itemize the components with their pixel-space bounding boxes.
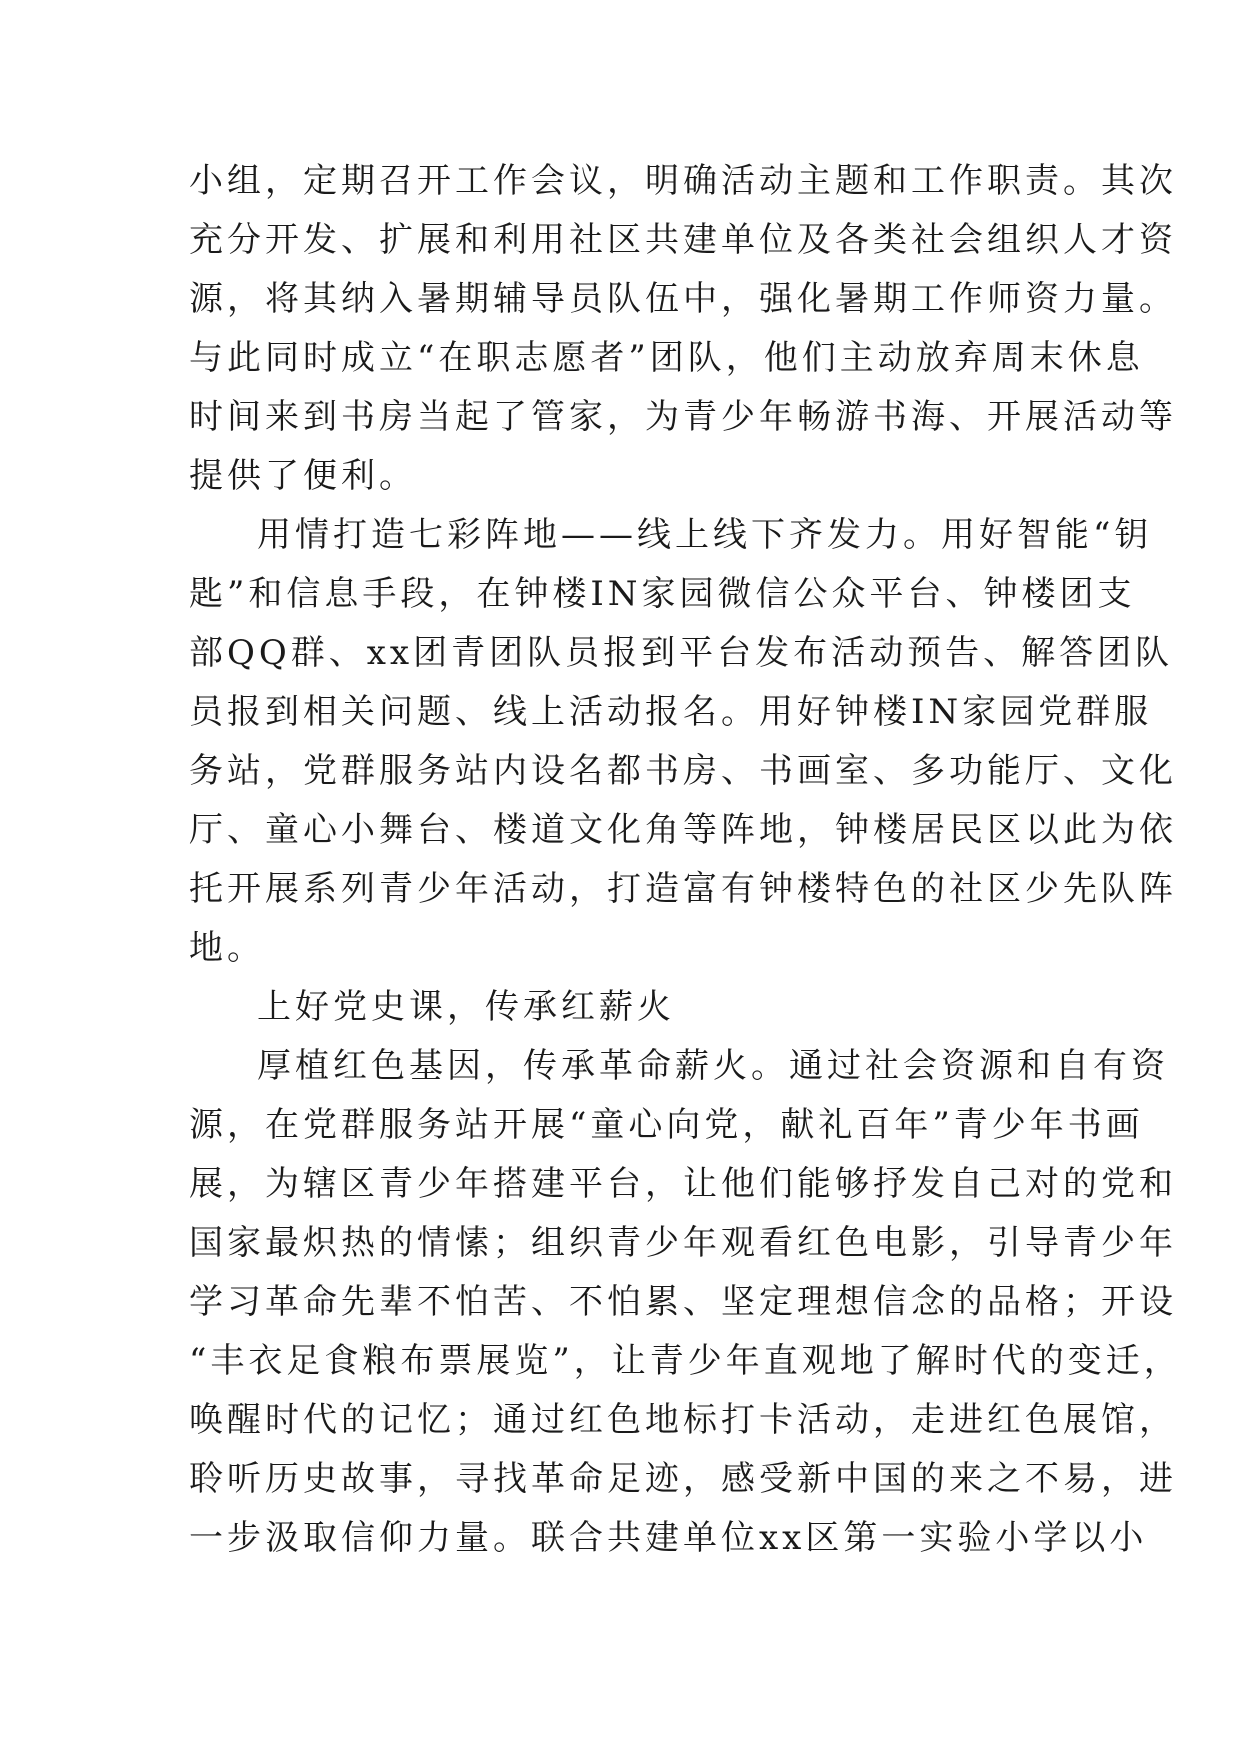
text-line: 托开展系列青少年活动，打造富有钟楼特色的社区少先队阵 [189, 869, 1177, 909]
text-line: 部QQ群、xx团青团队员报到平台发布活动预告、解答团队 [189, 633, 1174, 673]
text-line: 务站，党群服务站内设名都书房、书画室、多功能厅、文化 [189, 751, 1177, 791]
text-line: 时间来到书房当起了管家，为青少年畅游书海、开展活动等 [189, 397, 1177, 437]
text-line: 员报到相关问题、线上活动报名。用好钟楼IN家园党群服 [189, 692, 1153, 732]
text-line: 厅、童心小舞台、楼道文化角等阵地，钟楼居民区以此为依 [189, 810, 1177, 850]
paragraph-start-line: 用情打造七彩阵地——线上线下齐发力。用好智能“钥 [257, 515, 1153, 555]
document-body [189, 152, 1182, 1568]
text-line: 学习革命先辈不怕苦、不怕累、坚定理想信念的品格；开设 [189, 1282, 1177, 1322]
text-line: 源，在党群服务站开展“童心向党，献礼百年”青少年书画 [189, 1105, 1144, 1145]
text-line: 提供了便利。 [189, 456, 417, 496]
text-line: 充分开发、扩展和利用社区共建单位及各类社会组织人才资 [189, 220, 1177, 260]
text-line: 唤醒时代的记忆；通过红色地标打卡活动，走进红色展馆， [189, 1400, 1177, 1440]
text-line: 一步汲取信仰力量。联合共建单位xx区第一实验小学以小 [189, 1518, 1148, 1558]
text-line: “丰衣足食粮布票展览”，让青少年直观地了解时代的变迁， [189, 1341, 1182, 1381]
section-heading: 上好党史课，传承红薪火 [257, 987, 675, 1027]
text-line: 小组，定期召开工作会议，明确活动主题和工作职责。其次 [189, 161, 1177, 201]
text-line: 与此同时成立“在职志愿者”团队，他们主动放弃周末休息 [189, 338, 1144, 378]
text-line: 地。 [189, 928, 265, 968]
text-line: 匙”和信息手段，在钟楼IN家园微信公众平台、钟楼团支 [189, 574, 1136, 614]
text-line: 展，为辖区青少年搭建平台，让他们能够抒发自己对的党和 [189, 1164, 1177, 1204]
text-line: 源，将其纳入暑期辅导员队伍中，强化暑期工作师资力量。 [189, 279, 1177, 319]
paragraph-start-line: 厚植红色基因，传承革命薪火。通过社会资源和自有资 [257, 1046, 1169, 1086]
text-line: 聆听历史故事，寻找革命足迹，感受新中国的来之不易，进 [189, 1459, 1177, 1499]
text-line: 国家最炽热的情愫；组织青少年观看红色电影，引导青少年 [189, 1223, 1177, 1263]
